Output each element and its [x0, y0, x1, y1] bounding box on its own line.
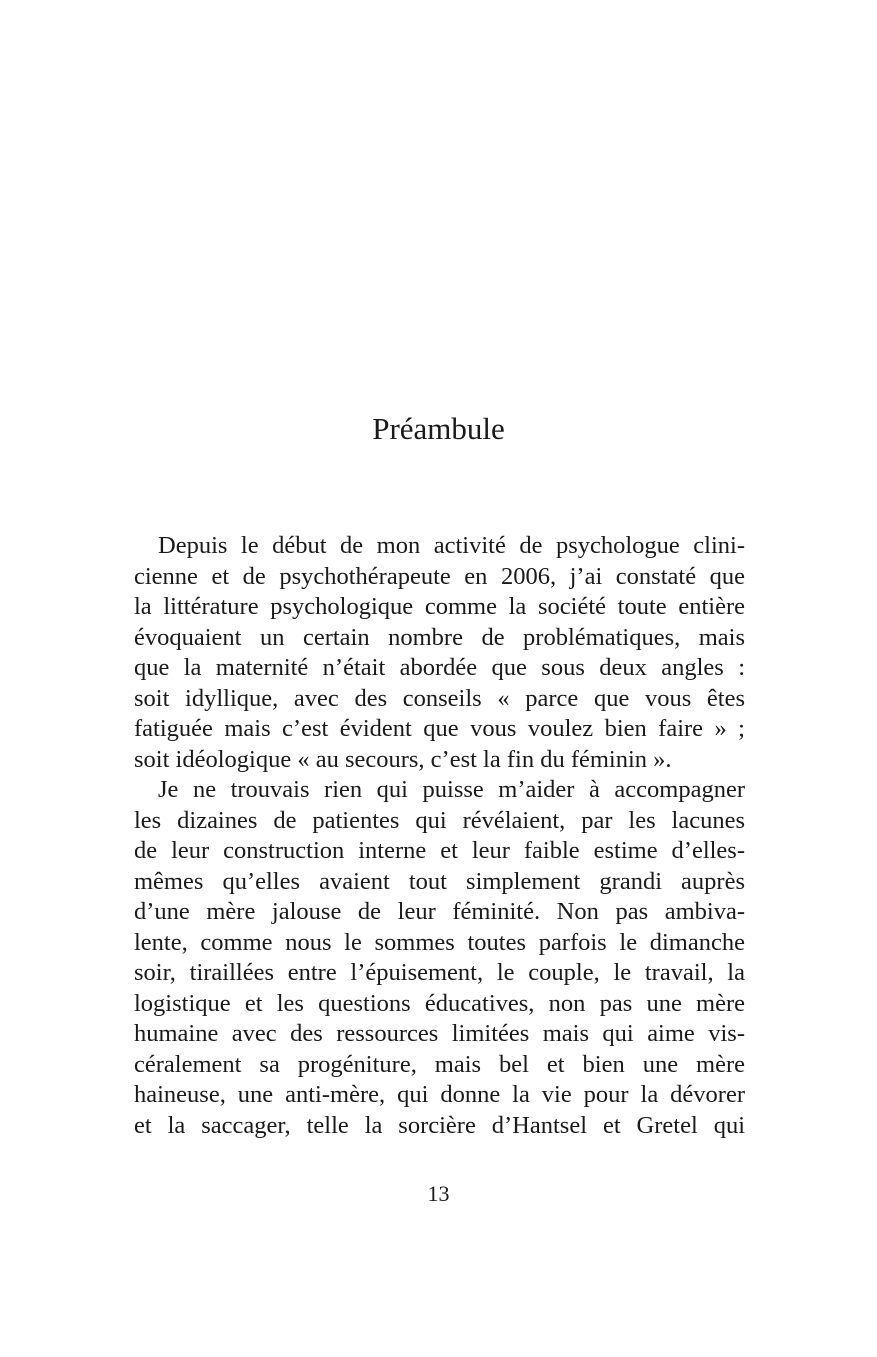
text-line: logistique et les questions éducatives, non pas une mère [134, 989, 745, 1017]
text-line: Depuis le début de mon activité de psychologue clini- [158, 532, 745, 559]
text-line: Je ne trouvais rien qui puisse m’aider à accompagner [158, 776, 745, 803]
text-line: et la saccager, telle la sorcière d’Hantsel et Gretel qui [134, 1111, 745, 1139]
text-line: cienne et de psychothérapeute en 2006, j’ai constaté que [134, 562, 745, 590]
body-text [134, 531, 745, 1141]
text-line: soit idéologique « au secours, c’est la fin du féminin ». [134, 745, 672, 773]
text-line: lente, comme nous le sommes toutes parfois le dimanche [134, 928, 745, 956]
paragraph [134, 775, 745, 1141]
chapter-title: Préambule [372, 411, 505, 446]
page-number: 13 [427, 1181, 450, 1206]
text-line: céralement sa progéniture, mais bel et bien une mère [134, 1050, 745, 1078]
text-line: soir, tiraillées entre l’épuisement, le couple, le travail, la [134, 959, 745, 986]
text-line: évoquaient un certain nombre de problématiques, mais [134, 623, 745, 651]
paragraph [134, 531, 745, 775]
text-line: fatiguée mais c’est évident que vous voulez bien faire » ; [134, 715, 745, 742]
text-line: humaine avec des ressources limitées mais qui aime vis- [134, 1020, 745, 1047]
text-line: soit idyllique, avec des conseils « parce que vous êtes [134, 684, 745, 712]
text-line: les dizaines de patientes qui révélaient, par les lacunes [134, 806, 745, 834]
text-line: mêmes qu’elles avaient tout simplement grandi auprès [134, 867, 745, 895]
text-line: de leur construction interne et leur faible estime d’elles- [134, 837, 745, 864]
text-line: haineuse, une anti-mère, qui donne la vie pour la dévorer [134, 1081, 745, 1108]
text-line: que la maternité n’était abordée que sous deux angles : [134, 654, 745, 681]
text-line: la littérature psychologique comme la société toute entière [134, 593, 745, 620]
text-line: d’une mère jalouse de leur féminité. Non pas ambiva- [134, 898, 745, 925]
